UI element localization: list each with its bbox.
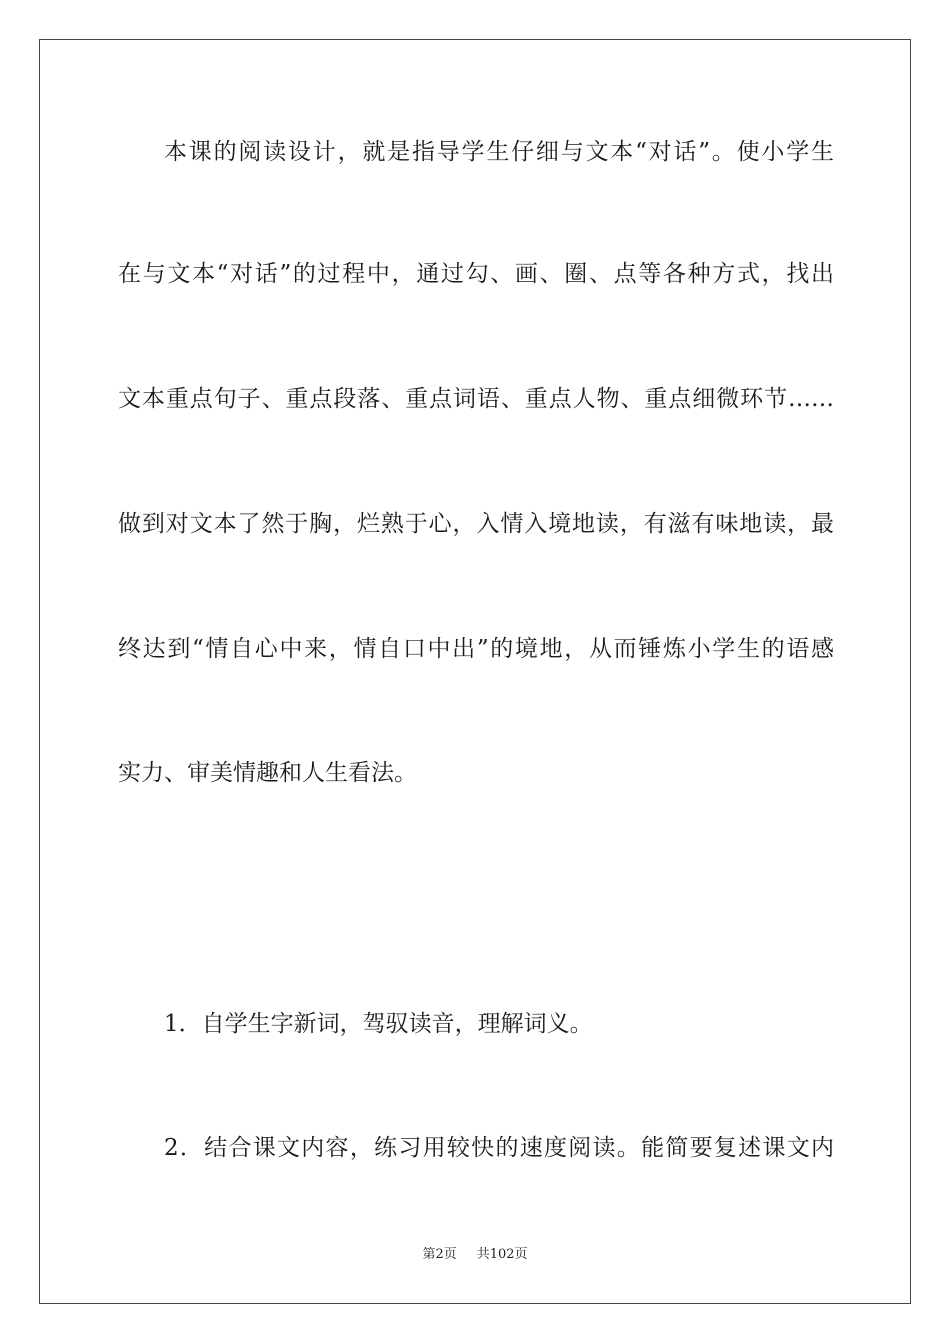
total-pages-label: 共102页 bbox=[476, 1247, 528, 1262]
page-border bbox=[39, 39, 911, 1304]
paragraph-line: 做到对文本了然于胸，烂熟于心，入情入境地读，有滋有味地读，最 bbox=[118, 511, 834, 537]
paragraph-line: 终达到“情自心中来，情自口中出”的境地，从而锤炼小学生的语感 bbox=[118, 636, 834, 662]
paragraph-line: 在与文本“对话”的过程中，通过勾、画、圈、点等各种方式，找出 bbox=[118, 261, 834, 287]
paragraph-line: 本课的阅读设计，就是指导学生仔细与文本“对话”。使小学生 bbox=[164, 139, 834, 165]
paragraph-line: 文本重点句子、重点段落、重点词语、重点人物、重点细微环节…… bbox=[118, 386, 834, 412]
page-footer bbox=[0, 1246, 950, 1264]
list-item: 2．结合课文内容，练习用较快的速度阅读。能简要复述课文内 bbox=[164, 1135, 834, 1161]
current-page-label: 第2页 bbox=[422, 1247, 457, 1262]
list-item: 1．自学生字新词，驾驭读音，理解词义。 bbox=[164, 1011, 593, 1037]
paragraph-line: 实力、审美情趣和人生看法。 bbox=[118, 760, 417, 786]
